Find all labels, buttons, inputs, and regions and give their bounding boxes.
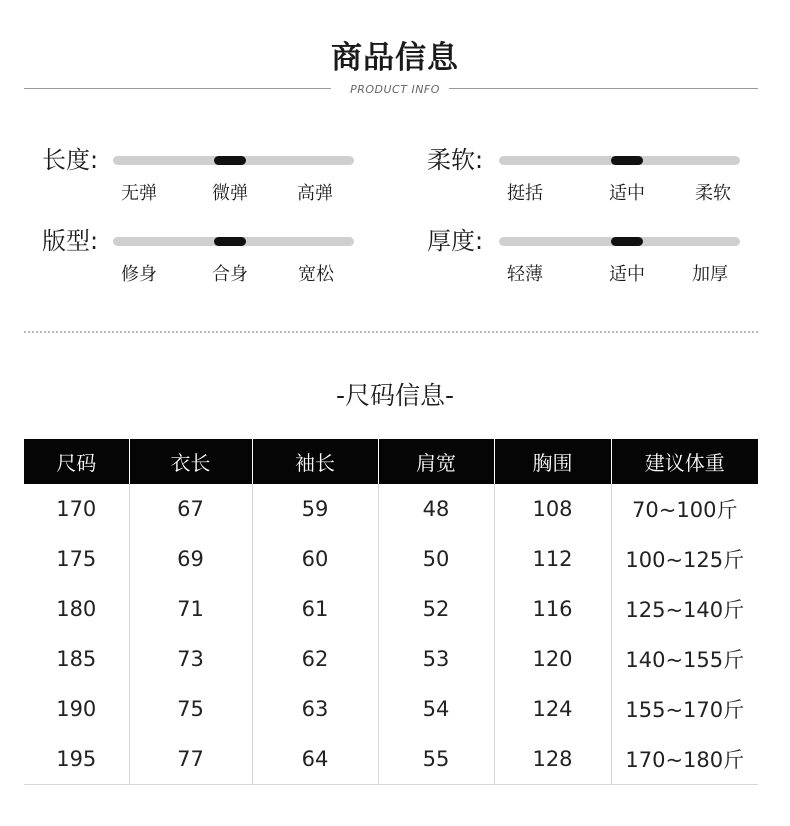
- table-row: [24, 484, 758, 534]
- attribute-label: 柔软:: [427, 146, 484, 174]
- table-cell: 120: [494, 634, 611, 684]
- table-cell: 71: [129, 584, 252, 634]
- attribute-option: 柔软: [695, 183, 731, 204]
- attribute-option: 适中: [609, 183, 645, 204]
- table-cell: 55: [378, 734, 494, 785]
- table-row: [24, 534, 758, 584]
- table-cell: 155~170斤: [611, 684, 758, 734]
- table-cell: 53: [378, 634, 494, 684]
- table-cell: 77: [129, 734, 252, 785]
- attribute-option: 宽松: [298, 264, 334, 285]
- table-cell: 48: [378, 484, 494, 534]
- table-cell: 59: [252, 484, 378, 534]
- table-cell: 50: [378, 534, 494, 584]
- table-cell: 195: [24, 734, 129, 785]
- table-cell: 63: [252, 684, 378, 734]
- attribute-option: 轻薄: [507, 264, 543, 285]
- attribute-option: 合身: [212, 264, 248, 285]
- table-row: [24, 684, 758, 734]
- header-length: 衣长: [129, 439, 252, 484]
- table-cell: 61: [252, 584, 378, 634]
- table-cell: 140~155斤: [611, 634, 758, 684]
- attribute-option: 适中: [609, 264, 645, 285]
- table-cell: 60: [252, 534, 378, 584]
- table-cell: 175: [56, 547, 97, 571]
- attribute-knob: [611, 156, 643, 165]
- size-section-title: -尺码信息-: [335, 381, 455, 410]
- table-cell: 170~180斤: [611, 734, 758, 785]
- table-cell: 170: [56, 497, 97, 521]
- header-weight: 建议体重: [611, 439, 758, 484]
- table-cell: 62: [252, 634, 378, 684]
- table-cell: 52: [378, 584, 494, 634]
- table-cell: 69: [129, 534, 252, 584]
- header-sleeve: 袖长: [252, 439, 378, 484]
- table-cell: 185: [56, 647, 97, 671]
- table-cell: 116: [494, 584, 611, 634]
- section-divider: [24, 331, 758, 333]
- table-cell: 180: [56, 597, 97, 621]
- table-cell: 100~125斤: [611, 534, 758, 584]
- table-cell: 54: [378, 684, 494, 734]
- product-info-subtitle: PRODUCT INFO: [350, 83, 440, 96]
- product-info-title: 商品信息: [331, 40, 459, 76]
- attribute-knob: [214, 156, 246, 165]
- table-cell: 67: [129, 484, 252, 534]
- table-row: [24, 634, 758, 684]
- attribute-option: 修身: [121, 264, 157, 285]
- attribute-option: 高弹: [297, 183, 333, 204]
- table-row: [24, 584, 758, 634]
- size-table-header-row: [24, 439, 758, 484]
- header-chest: 胸围: [494, 439, 611, 484]
- attribute-label: 厚度:: [427, 227, 484, 255]
- attribute-knob: [611, 237, 643, 246]
- table-cell: 112: [494, 534, 611, 584]
- attribute-label: 版型:: [42, 227, 99, 255]
- table-row: [24, 734, 758, 785]
- table-cell: 190: [56, 697, 97, 721]
- attribute-option: 无弹: [121, 183, 157, 204]
- table-cell: 73: [129, 634, 252, 684]
- attribute-option: 微弹: [212, 183, 248, 204]
- table-cell: 128: [494, 734, 611, 785]
- attribute-knob: [214, 237, 246, 246]
- header-shoulder: 肩宽: [378, 439, 494, 484]
- table-cell: 125~140斤: [611, 584, 758, 634]
- attribute-label: 长度:: [42, 146, 99, 174]
- attribute-option: 加厚: [692, 264, 728, 285]
- header-size: 尺码: [24, 439, 129, 484]
- size-table: [24, 439, 758, 785]
- attribute-option: 挺括: [507, 183, 543, 204]
- table-cell: 70~100斤: [611, 484, 758, 534]
- table-cell: 64: [252, 734, 378, 785]
- table-cell: 124: [494, 684, 611, 734]
- table-cell: 108: [494, 484, 611, 534]
- table-cell: 75: [129, 684, 252, 734]
